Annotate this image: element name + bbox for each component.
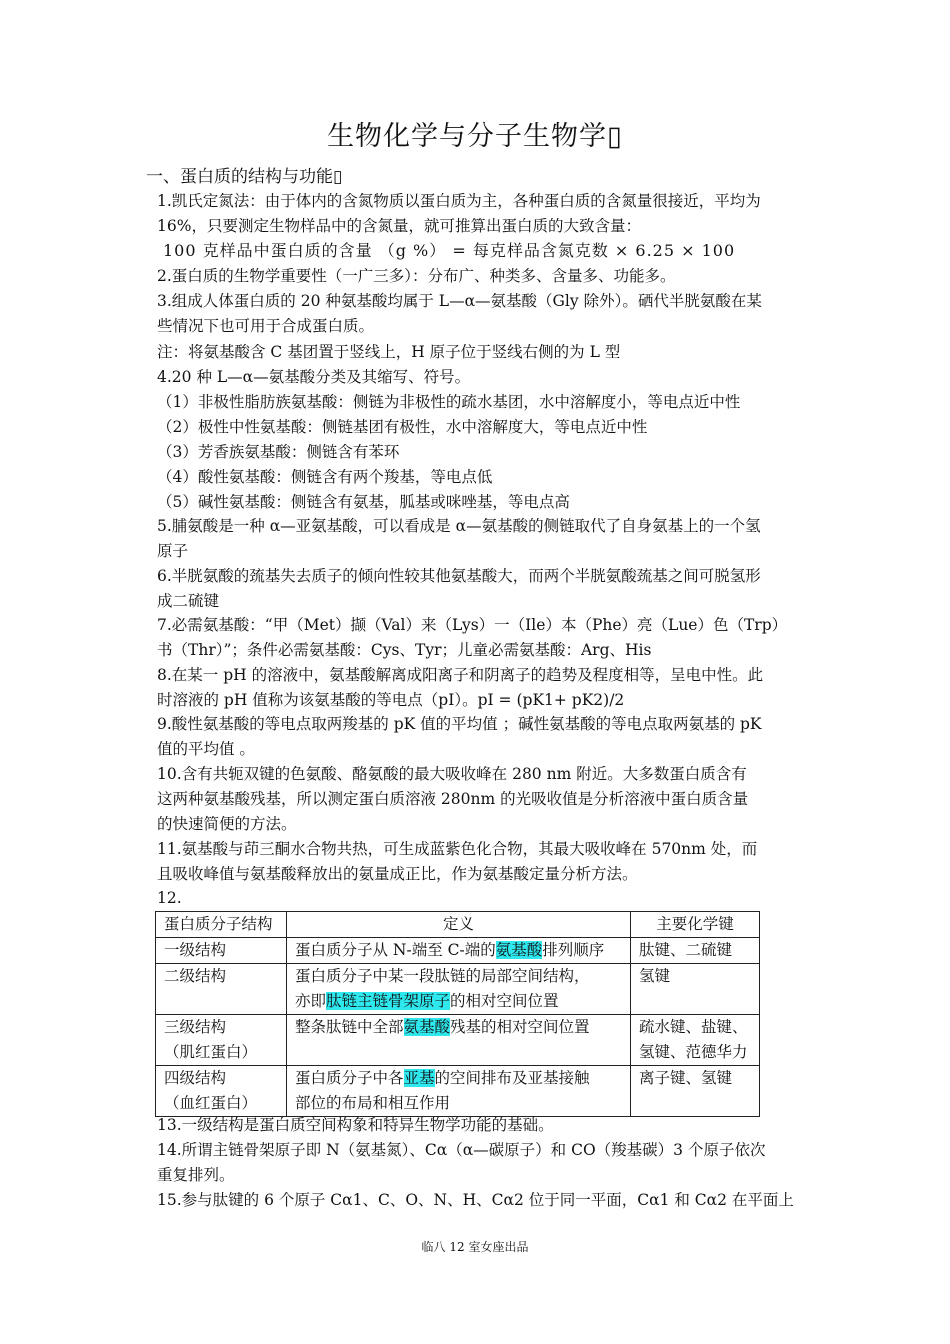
cell-line: 离子键、氢键 bbox=[639, 1069, 733, 1087]
list-item: （3）芳香族氨基酸：侧链含有苯环 bbox=[157, 443, 400, 461]
cell-line bbox=[295, 938, 622, 963]
text-line: 书（Thr）”；条件必需氨基酸：Cys、Tyr；儿童必需氨基酸：Arg、His bbox=[157, 641, 652, 659]
text-line: 10.含有共轭双键的色氨酸、酪氨酸的最大吸收峰在 280 nm 附近。大多数蛋白质含有 bbox=[157, 765, 747, 783]
highlighted-term: 肽链主链骨架原子 bbox=[326, 992, 451, 1010]
paragraph-2: 2.蛋白质的生物学重要性（一广三多）：分布广、种类多、含量多、功能多。 bbox=[157, 267, 676, 285]
table-header-cell: 主要化学键 bbox=[631, 912, 760, 938]
table-cell bbox=[156, 964, 287, 1015]
cell-text: 蛋白质分子中各 bbox=[295, 1069, 404, 1087]
cell-line: 四级结构 bbox=[164, 1069, 227, 1087]
cell-line: 氢键、范德华力 bbox=[639, 1043, 748, 1061]
list-item: （4）酸性氨基酸：侧链含有两个羧基，等电点低 bbox=[157, 468, 493, 486]
list-item: （2）极性中性氨基酸：侧链基团有极性，水中溶解度大，等电点近中性 bbox=[157, 418, 648, 436]
text-line: 原子 bbox=[157, 542, 189, 560]
page-title: 生物化学与分子生物学▯ bbox=[327, 121, 623, 152]
protein-formula: 100 克样品中蛋白质的含量 （g %） = 每克样品含氮克数 × 6.25 × 100 bbox=[163, 241, 736, 260]
paragraph-13: 13.一级结构是蛋白质空间构象和特异生物学功能的基础。 bbox=[157, 1116, 554, 1134]
paragraph-9 bbox=[157, 712, 807, 762]
table-row bbox=[156, 1066, 760, 1117]
table-row bbox=[156, 964, 760, 1015]
cell-text: 的相对空间位置 bbox=[450, 992, 559, 1010]
text-line: 6.半胱氨酸的巯基失去质子的倾向性较其他氨基酸大，而两个半胱氨酸巯基之间可脱氢形 bbox=[157, 567, 761, 585]
paragraph-15: 15.参与肽键的 6 个原子 Cα1、C、O、N、H、Cα2 位于同一平面，Cα1 和 Cα2 在平面上 bbox=[157, 1191, 794, 1209]
cell-line: 蛋白质分子中某一段肽链的局部空间结构， bbox=[295, 967, 590, 985]
cell-line: 一级结构 bbox=[164, 941, 227, 959]
text-line: 时溶液的 pH 值称为该氨基酸的等电点（pI）。pI = (pK1+ pK2)/2 bbox=[157, 691, 625, 709]
table-cell bbox=[156, 1066, 287, 1117]
table-header-cell: 蛋白质分子结构 bbox=[156, 912, 287, 938]
text-line: 11.氨基酸与茚三酮水合物共热，可生成蓝紫色化合物，其最大吸收峰在 570nm 处，而 bbox=[157, 840, 758, 858]
cell-line: 二级结构 bbox=[164, 967, 227, 985]
table-cell bbox=[631, 938, 760, 964]
highlighted-term: 氨基酸 bbox=[495, 941, 543, 959]
cell-line bbox=[295, 1066, 622, 1091]
table-row bbox=[156, 1015, 760, 1066]
paragraph-14 bbox=[157, 1138, 807, 1188]
text-line: 8.在某一 pH 的溶液中，氨基酸解离成阳离子和阴离子的趋势及程度相等，呈电中性。此 bbox=[157, 666, 764, 684]
paragraph-7 bbox=[157, 613, 807, 663]
table-cell bbox=[631, 1015, 760, 1066]
text-line: 16%，只要测定生物样品中的含氮量，就可推算出蛋白质的大致含量： bbox=[157, 217, 641, 235]
table-cell bbox=[156, 1015, 287, 1066]
cell-line: 三级结构 bbox=[164, 1018, 227, 1036]
cell-text: 蛋白质分子从 N-端至 C-端的 bbox=[295, 941, 496, 959]
text-line: 14.所谓主链骨架原子即 N（氨基氮）、Cα（α—碳原子）和 CO（羧基碳）3 个原子依次 bbox=[157, 1141, 766, 1159]
cell-text: 整条肽链中全部 bbox=[295, 1018, 404, 1036]
table-cell bbox=[156, 938, 287, 964]
paragraph-8 bbox=[157, 663, 807, 713]
paragraph-4: 4.20 种 L—α—氨基酸分类及其缩写、符号。 bbox=[157, 368, 471, 386]
cell-line: （血红蛋白） bbox=[164, 1094, 258, 1112]
table-cell bbox=[287, 1066, 631, 1117]
list-item: （1）非极性脂肪族氨基酸：侧链为非极性的疏水基团，水中溶解度小，等电点近中性 bbox=[157, 393, 741, 411]
text-line: 1.凯氏定氮法：由于体内的含氮物质以蛋白质为主，各种蛋白质的含氮量很接近，平均为 bbox=[157, 192, 761, 210]
paragraph-6 bbox=[157, 564, 807, 614]
paragraph-3 bbox=[157, 289, 807, 339]
text-line: 5.脯氨酸是一种 α—亚氨基酸，可以看成是 α—氨基酸的侧链取代了自身氨基上的一个氢 bbox=[157, 517, 761, 535]
protein-structure-table bbox=[155, 911, 760, 1117]
page-footer: 临八 12 室女座出品 bbox=[421, 1240, 529, 1254]
text-line: 些情况下也可用于合成蛋白质。 bbox=[157, 317, 375, 335]
table-cell bbox=[287, 964, 631, 1015]
text-line: 的快速简便的方法。 bbox=[157, 815, 297, 833]
cell-line: 疏水键、盐键、 bbox=[639, 1018, 748, 1036]
cell-line bbox=[295, 1015, 622, 1040]
text-line: 值的平均值 。 bbox=[157, 740, 255, 758]
text-line: 且吸收峰值与氨基酸释放出的氨量成正比，作为氨基酸定量分析方法。 bbox=[157, 865, 638, 883]
table-header-cell: 定义 bbox=[287, 912, 631, 938]
section-heading: 一、蛋白质的结构与功能▯ bbox=[146, 167, 343, 187]
paragraph-11 bbox=[157, 837, 807, 887]
cell-line: （肌红蛋白） bbox=[164, 1043, 258, 1061]
cell-text: 的空间排布及亚基接触 bbox=[434, 1069, 590, 1087]
note-line: 注：将氨基酸含 C 基团置于竖线上，H 原子位于竖线右侧的为 L 型 bbox=[157, 343, 621, 361]
highlighted-term: 氨基酸 bbox=[403, 1018, 451, 1036]
text-line: 9.酸性氨基酸的等电点取两羧基的 pK 值的平均值 ；碱性氨基酸的等电点取两氨基的 pK bbox=[157, 715, 762, 733]
cell-line: 部位的布局和相互作用 bbox=[295, 1094, 451, 1112]
table-header-row bbox=[156, 912, 760, 938]
cell-line: 氢键 bbox=[639, 967, 671, 985]
text-line: 重复排列。 bbox=[157, 1166, 235, 1184]
table-cell bbox=[287, 938, 631, 964]
text-line: 这两种氨基酸残基，所以测定蛋白质溶液 280nm 的光吸收值是分析溶液中蛋白质含量 bbox=[157, 790, 749, 808]
paragraph-1 bbox=[157, 189, 807, 239]
list-item: （5）碱性氨基酸：侧链含有氨基，胍基或咪唑基，等电点高 bbox=[157, 493, 570, 511]
table-cell bbox=[631, 964, 760, 1015]
table-row bbox=[156, 938, 760, 964]
cell-text: 残基的相对空间位置 bbox=[450, 1018, 590, 1036]
paragraph-12: 12. bbox=[157, 889, 182, 907]
table-cell bbox=[631, 1066, 760, 1117]
highlighted-term: 亚基 bbox=[403, 1069, 435, 1087]
cell-line bbox=[295, 989, 622, 1014]
paragraph-10 bbox=[157, 762, 807, 837]
paragraph-5 bbox=[157, 514, 807, 564]
cell-text: 亦即 bbox=[295, 992, 327, 1010]
text-line: 3.组成人体蛋白质的 20 种氨基酸均属于 L—α—氨基酸（Gly 除外）。硒代半胱氨酸在某 bbox=[157, 292, 762, 310]
text-line: 7.必需氨基酸：“甲（Met）撷（Val）来（Lys）一（Ile）本（Phe）亮（Lue）色（Trp） bbox=[157, 616, 788, 634]
cell-text: 排列顺序 bbox=[542, 941, 605, 959]
text-line: 成二硫键 bbox=[157, 592, 220, 610]
cell-line: 肽键、二硫键 bbox=[639, 941, 733, 959]
table-cell bbox=[287, 1015, 631, 1066]
